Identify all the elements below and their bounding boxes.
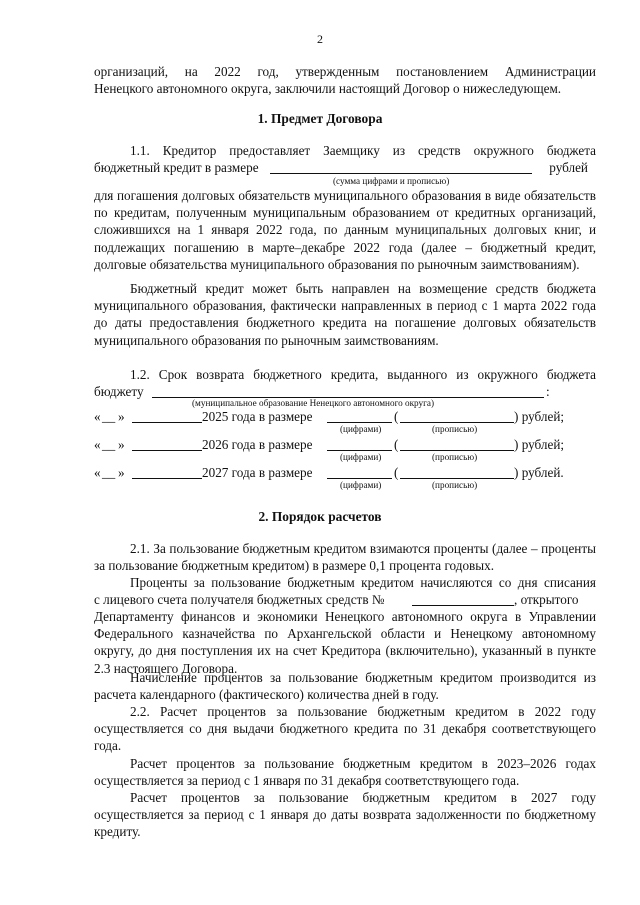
digits-blank-line <box>327 422 392 423</box>
digits-blank-line <box>327 450 392 451</box>
p22: 2.2. Расчет процентов за пользование бюджетным кредитом в 2022 году осуществляется со дня выдачи бюджетного кредита по 31 декабря соответствующего года. <box>94 704 596 754</box>
p-purpose: Бюджетный кредит может быть направлен на возмещение средств бюджета муниципального образования, фактически направленных в период с 1 марта 2022 года до даты предоставления бюджетного кредита на погашение долговых обязательств муниципального образования по рыночным заимствованиям. <box>94 281 596 348</box>
quote-close: » <box>118 409 125 424</box>
quote-open: « <box>94 437 101 452</box>
caption-words: (прописью) <box>432 424 478 434</box>
repayment-row-2025 <box>94 408 596 425</box>
p112-line-2-start: бюджету <box>94 384 144 399</box>
day-blank: __ <box>102 409 116 424</box>
caption-digits: (цифрами) <box>340 480 382 490</box>
paren-open: ( <box>394 409 399 424</box>
page-number: 2 <box>317 32 323 46</box>
month-blank-line <box>132 450 202 451</box>
quote-open: « <box>94 465 101 480</box>
p-accrual-line-2-start: с лицевого счета получателя бюджетных средств № <box>94 592 385 607</box>
p111-line-1: 1.1. Кредитор предоставляет Заемщику из средств окружного бюджета <box>130 143 596 158</box>
p112-line-2-end: : <box>546 384 550 399</box>
caption-words: (прописью) <box>432 452 478 462</box>
p21: 2.1. За пользование бюджетным кредитом взимаются проценты (далее – проценты за пользование бюджетным кредитом) в размере 0,1 процента годовых. <box>94 541 596 574</box>
amount-tail: ) рублей. <box>514 465 564 480</box>
digits-blank-line <box>327 478 392 479</box>
intro-line-2: Ненецкого автономного округа, заключили настоящий Договор о нижеследующем. <box>94 81 562 96</box>
p112-line-1: 1.2. Срок возврата бюджетного кредита, выданного из окружного бюджета <box>130 367 596 382</box>
repayment-row-2026 <box>94 436 596 453</box>
p111-line-2 <box>94 159 596 176</box>
p111-rest: для погашения долговых обязательств муниципального образования в виде обязательств по кредитам, полученным муниципальным образованием от кредитных организаций, сложившихся на 1 января 2022 года, по данным муниципальных долговых книг, и подлежащих погашению в марте–декабре 2022 года (далее – бюджетный кредит, долговые обязательства муниципального образования по рыночным заимствованиям). <box>94 188 596 272</box>
quote-open: « <box>94 409 101 424</box>
p-calendar: Начисление процентов за пользование бюджетным кредитом производится из расчета календарного (фактического) количества дней в году. <box>94 670 596 703</box>
paren-open: ( <box>394 465 399 480</box>
month-blank-line <box>132 478 202 479</box>
words-blank-line <box>400 478 514 479</box>
year-text: 2027 года в размере <box>202 465 313 480</box>
words-blank-line <box>400 422 514 423</box>
paren-open: ( <box>394 437 399 452</box>
amount-tail: ) рублей; <box>514 409 565 424</box>
p-accrual-line-2 <box>94 591 596 608</box>
day-blank: __ <box>102 465 116 480</box>
p-2027: Расчет процентов за пользование бюджетным кредитом в 2027 году осуществляется за период с 1 января до даты возврата задолженности по бюджетному кредиту. <box>94 790 596 840</box>
amount-tail: ) рублей; <box>514 437 565 452</box>
mo-caption: (муниципальное образование Ненецкого автономного округа) <box>192 398 435 408</box>
quote-close: » <box>118 437 125 452</box>
p111-line-2-end: рублей <box>549 160 588 175</box>
month-blank-line <box>132 422 202 423</box>
year-text: 2025 года в размере <box>202 409 313 424</box>
p-2023-2026: Расчет процентов за пользование бюджетным кредитом в 2023–2026 годах осуществляется за период с 1 января по 31 декабря соответствующего года. <box>94 756 596 789</box>
p-accrual-rest: Департаменту финансов и экономики Ненецкого автономного округа в Управлении Федерального казначейства по Архангельской области и Ненецкому автономному округу, до дня поступления их на счет Кредитора (включительно), указанный в пункте 2.3 настоящего Договора. <box>94 609 596 676</box>
sum-caption: (сумма цифрами и прописью) <box>333 176 450 186</box>
caption-digits: (цифрами) <box>340 452 382 462</box>
p-accrual-line-1: Проценты за пользование бюджетным кредитом начисляются со дня списания <box>130 575 596 590</box>
caption-digits: (цифрами) <box>340 424 382 434</box>
day-blank: __ <box>102 437 116 452</box>
account-number-blank-line <box>412 605 514 606</box>
sum-blank-line <box>270 173 532 174</box>
year-text: 2026 года в размере <box>202 437 313 452</box>
repayment-row-2027 <box>94 464 596 481</box>
quote-close: » <box>118 465 125 480</box>
p111-line-2-start: бюджетный кредит в размере <box>94 160 259 175</box>
section-1-heading: 1. Предмет Договора <box>257 111 383 126</box>
caption-words: (прописью) <box>432 480 478 490</box>
intro-line-1: организаций, на 2022 год, утвержденным постановлением Администрации <box>94 64 596 79</box>
section-2-heading: 2. Порядок расчетов <box>258 509 382 524</box>
p-accrual-line-2-end: , открытого <box>514 592 579 607</box>
words-blank-line <box>400 450 514 451</box>
